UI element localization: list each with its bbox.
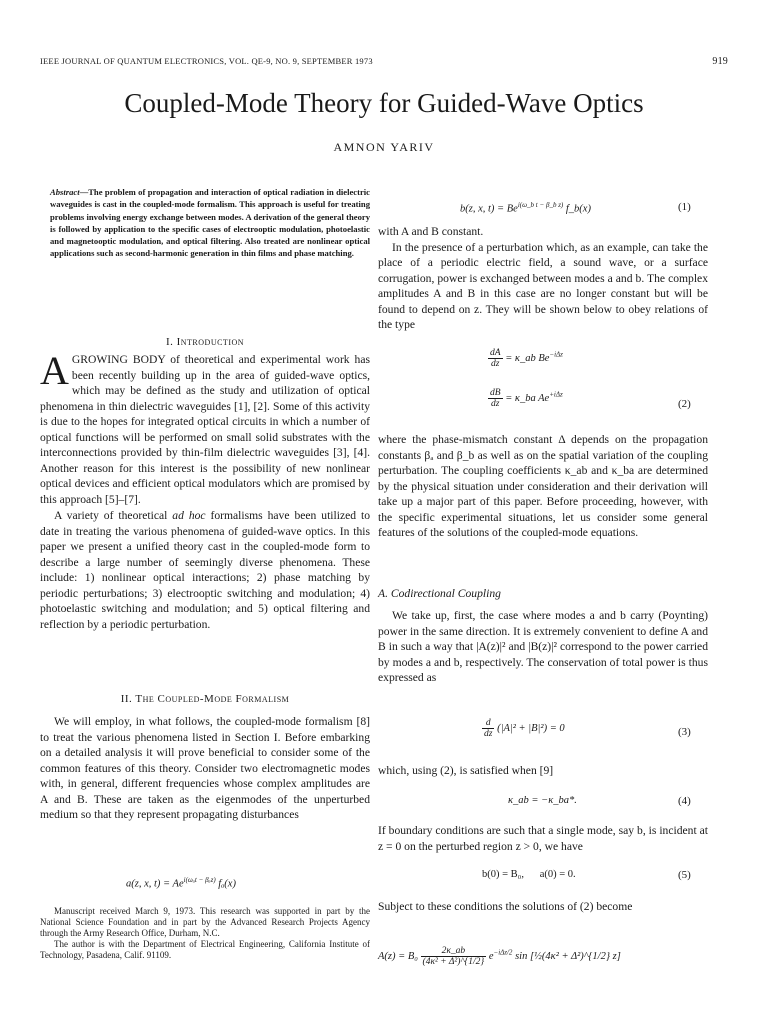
subsection-codirectional: A. Codirectional Coupling — [378, 587, 501, 600]
abstract-text: —The problem of propagation and interaction of optical radiation in dielectric waveguides is cast in the coupled-mode formalism. This approach is useful for treating problems involving energy exchange between modes. A derivation of the general theory is followed by application to the specific cases of electrooptic modulation, photoelastic and magnetooptic modulation, and optical filtering. Also treated are nonlinear optical applications such as second-harmonic generation in thin films and phase matching. — [50, 187, 370, 259]
eq-a-tail: fₐ(x) — [218, 878, 236, 890]
boundary-paragraph-wrap — [378, 823, 708, 854]
perturbation-paragraph: In the presence of a perturbation which, as an example, can take the place of a periodic electric field, a sound wave, or a surface corrugation, power is exchanged between modes a and b. The complex amplitudes A and B in this case are no longer constant but will be found to depend on z. They will be shown below to obey relations of the type — [378, 240, 708, 331]
eq2-top-denominator: dz — [491, 359, 500, 369]
eq-a-exponent: i(ωₐt − βₐz) — [183, 876, 216, 884]
eq2-bottom-numerator: dB — [490, 388, 501, 398]
equation-3 — [482, 718, 565, 739]
equation-2-top — [488, 348, 563, 369]
intro-paragraph-1 — [40, 348, 370, 507]
abstract — [50, 186, 370, 260]
right-column — [378, 0, 708, 1024]
phase-mismatch-paragraph-wrap — [378, 432, 708, 541]
eq3-rhs: (|A|² + |B|²) = 0 — [497, 722, 565, 734]
intro-p2-end: formalisms have been utilized to date in treating the various phenomena of guided-wave optics. In this paper we present a unified theory cast in the coupled-mode form to describe a large number of seemingly diverse phenomena. These include: 1) nonlinear optical interactions; 2) phase matching by periodic perturbations; 3) electrooptic switching and modulation; 4) photoelastic switching and modulation; and 5) optical filtering and reflection by a periodic perturbation. — [40, 509, 370, 631]
introduction-body — [40, 348, 370, 632]
intro-paragraph-2 — [40, 508, 370, 632]
section-heading-introduction: I. Introduction — [165, 336, 245, 348]
intro-p2-emphasis: ad hoc — [172, 509, 206, 522]
eq2-bottom-exponent: +iΔz — [549, 390, 563, 399]
right-text-block-1 — [378, 224, 708, 333]
intro-p2-start: A variety of theoretical — [54, 509, 173, 522]
formalism-paragraph-1: We will employ, in what follows, the coupled-mode formalism [8] to treat the various phenomena listed in Section I. Before embarking on a detailed analysis it will prove beneficial to consider some of the common features of this theory. Consider two electromagnetic modes with, in general, different frequencies whose complex amplitudes are A and B. These are taken as the eigenmodes of the unperturbed medium so that they represent propagating disturbances — [40, 715, 370, 821]
eq5-body: b(0) = B₀, a(0) = 0. — [482, 869, 576, 880]
author-name: AMNON YARIV — [333, 140, 435, 154]
equation-number-4: (4) — [678, 795, 691, 807]
intro-paragraph-1-text: GROWING BODY of theoretical and experimental work has been recently building up in the area of guided-wave optics, which may be defined as the study and utilization of optical phenomena in thin dielectric waveguides [1], [2]. Some of this activity is due to the hopes for integrated optical circuits in which a number of optical functions will be performed on small solid substrates with the interconnections provided by thin-film dielectric waveguides [3], [4]. Another reason for this interest is the possibility of new nonlinear optical devices and efficient optical modulators which are promised by this approach [5]–[7]. — [40, 353, 370, 506]
eq-a-main: a(z, x, t) = Ae — [126, 878, 184, 890]
footnote-affiliation: The author is with the Department of Electrical Engineering, California Institute of Technology, Pasadena, Calif. 91109. — [40, 939, 370, 960]
equation-mode-b — [460, 201, 591, 215]
equation-5 — [482, 869, 576, 880]
codirectional-paragraph-wrap — [378, 608, 708, 686]
footnote-manuscript: Manuscript received March 9, 1973. This research was supported in part by the National Science Foundation and in part by the Advanced Research Projects Agency through the Army Research Office, Durham, N.C. — [40, 906, 370, 938]
page-number: 919 — [712, 56, 728, 67]
boundary-paragraph: If boundary conditions are such that a single mode, say b, is incident at z = 0 on the perturbed region z > 0, we have — [378, 824, 708, 853]
left-column — [40, 0, 370, 1024]
paper-title: Coupled-Mode Theory for Guided-Wave Optics — [124, 88, 644, 118]
codirectional-paragraph: We take up, first, the case where modes a and b carry (Poynting) power in the same direction. It is extremely convenient to define A and B in such a way that |A(z)|² and |B(z)|² correspond to the power carried by modes a and b, respectively. The conservation of total power is thus expressed as — [378, 609, 708, 684]
subject-line-wrap — [378, 899, 708, 915]
eq3-numerator: d — [482, 718, 494, 729]
eq6-exponent: −iΔz/2 — [493, 948, 513, 957]
eq2-bottom-rhs: = κ_ba Ae — [505, 392, 550, 404]
eq3-denominator: dz — [484, 729, 493, 739]
eq6-denominator: (4κ² + Δ²)^{1/2} — [422, 957, 485, 967]
eq-b-main: b(z, x, t) = Be — [460, 203, 518, 215]
eq6-tail: sin [½(4κ² + Δ²)^{1/2} z] — [515, 950, 621, 962]
section-heading-formalism: II. The Coupled-Mode Formalism — [120, 693, 290, 705]
abstract-label: Abstract — [50, 187, 80, 197]
equation-6: A(z) = B₀ $\frac{2\kappa\_ab}{\text{(4κ² + Δ²)\textasciicircum{}\{1/2\}}}$ $e^{-i\Delta z/2}$ sin [½(4κ² + Δ²)^{1/2} z] — [378, 946, 621, 967]
eq2-top-rhs: = κ_ab Be — [505, 352, 550, 364]
which-line-wrap — [378, 763, 708, 779]
eq6-lhs: A(z) = B₀ — [378, 950, 418, 962]
footnotes — [40, 906, 370, 961]
equation-4 — [508, 795, 577, 806]
equation-number-3: (3) — [678, 726, 691, 738]
equation-number-5: (5) — [678, 869, 691, 881]
eq4-body: κ_ab = −κ_ba*. — [508, 795, 577, 806]
phase-mismatch-paragraph: where the phase-mismatch constant Δ depends on the propagation constants βₐ and β_b as well as on the spatial variation of the coupling perturbation. The coupling coefficients κ_ab and κ_ba are determined by the physical situation under consideration and their derivation will take up a major part of this paper. Before proceeding, however, with the specific experimental situations, let us consider some general features of the solutions of the coupled-mode equations. — [378, 433, 708, 539]
eq2-bottom-denominator: dz — [491, 399, 500, 409]
drop-cap: A — [40, 348, 69, 393]
formalism-body — [40, 714, 370, 823]
subject-line: Subject to these conditions the solutions of (2) become — [378, 900, 633, 913]
eq-b-tail: f_b(x) — [565, 203, 591, 215]
equation-number-1: (1) — [678, 201, 691, 213]
journal-citation: IEEE JOURNAL OF QUANTUM ELECTRONICS, VOL. QE-9, NO. 9, SEPTEMBER 1973 — [40, 56, 373, 66]
eq6-numerator: 2κ_ab — [421, 946, 487, 957]
eq2-top-numerator: dA — [490, 348, 501, 358]
equation-2-bottom — [488, 388, 563, 409]
which-line: which, using (2), is satisfied when [9] — [378, 764, 554, 777]
equation-mode-a — [126, 876, 236, 890]
eq2-top-exponent: −iΔz — [549, 350, 563, 359]
eq-b-exponent: i(ω_b t − β_b z) — [517, 201, 564, 209]
with-ab-line: with A and B constant. — [378, 225, 484, 238]
equation-number-2: (2) — [678, 398, 691, 410]
